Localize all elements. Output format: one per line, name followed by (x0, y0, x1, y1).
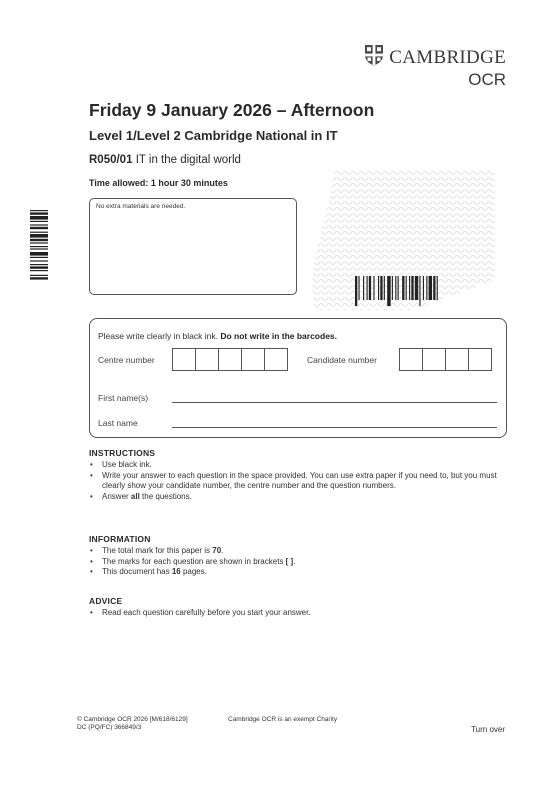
barcode-bar (367, 276, 368, 300)
time-allowed: Time allowed: 1 hour 30 minutes (89, 178, 228, 188)
barcode-bar (30, 275, 48, 276)
centre-digit-box[interactable] (241, 348, 265, 371)
unit-title: IT in the digital world (135, 154, 241, 166)
barcode-bar (30, 232, 48, 233)
materials-text: No extra materials are needed. (96, 203, 186, 210)
last-name-line[interactable] (172, 427, 497, 428)
logo-name: CAMBRIDGE (389, 46, 506, 68)
barcode-bar (30, 266, 48, 268)
first-name-label: First name(s) (98, 393, 149, 403)
logo-sub: OCR (468, 70, 506, 89)
barcode-bar (30, 270, 48, 271)
instructions-item: • Use black ink. (89, 460, 512, 471)
turn-over[interactable]: Turn over (471, 725, 505, 734)
barcode-bar (30, 257, 48, 258)
barcode-bar (30, 248, 48, 249)
centre-digit-box[interactable] (218, 348, 242, 371)
information-item: • This document has 16 pages. (89, 567, 512, 578)
instructions-item: • Answer all the questions. (89, 492, 512, 503)
barcode-bar (30, 221, 48, 222)
barcode-bar (30, 224, 48, 225)
information-heading: INFORMATION (89, 534, 151, 544)
information-section (89, 534, 512, 578)
charity-notice: Cambridge OCR is an exempt Charity (228, 716, 338, 723)
crest-icon (364, 44, 384, 71)
barcode-bar (437, 276, 438, 300)
centre-number-boxes[interactable] (172, 348, 288, 371)
barcode-bar (30, 242, 48, 243)
candidate-digit-box[interactable] (399, 348, 423, 371)
barcode-bar (392, 276, 393, 300)
centre-digit-box[interactable] (264, 348, 288, 371)
barcode-bar (363, 276, 364, 300)
qualification-title: Level 1/Level 2 Cambridge National in IT (89, 128, 338, 143)
candidate-digit-box[interactable] (445, 348, 469, 371)
barcode-bar (30, 277, 48, 279)
centre-digit-box[interactable] (195, 348, 219, 371)
barcode-bar (30, 239, 48, 241)
barcode-bar (30, 216, 48, 220)
barcode-bar (429, 276, 432, 300)
last-name-label: Last name (98, 418, 138, 428)
barcode-bar (415, 276, 418, 300)
barcode-bar (30, 246, 48, 247)
instructions-heading: INSTRUCTIONS (89, 448, 156, 458)
barcode-bar (30, 210, 48, 211)
candidate-digit-box[interactable] (468, 348, 492, 371)
barcode-bar (433, 276, 435, 300)
barcode-bar (423, 276, 424, 300)
barcode-bar (419, 276, 420, 306)
barcode-bar (406, 276, 407, 300)
instructions-item: • Write your answer to each question in the space provided. You can use extra paper if you need to, but you must clearly show your candidate number, the centre number and the question numbers. (89, 471, 512, 492)
materials-box (89, 198, 297, 295)
advice-item: • Read each question carefully before you start your answer. (89, 608, 512, 619)
document-code: DC (PQ/FC) 366849/3 (77, 724, 142, 731)
centre-digit-box[interactable] (172, 348, 196, 371)
centre-number-label: Centre number (98, 355, 155, 365)
barcode-bar (395, 276, 396, 300)
barcode-bar (30, 264, 48, 265)
unit-code: R050/01 (89, 154, 133, 166)
barcode-bar (380, 276, 382, 300)
barcode-bar (30, 252, 48, 256)
barcode-bar (358, 276, 359, 300)
barcode-right (355, 276, 490, 306)
barcode-bar (387, 276, 390, 306)
candidate-details-box (89, 318, 507, 438)
instructions-section (89, 448, 512, 502)
footer-left (77, 716, 188, 732)
exam-date: Friday 9 January 2026 – Afternoon (89, 100, 375, 120)
instructions-list (89, 460, 512, 502)
barcode-bar (369, 276, 371, 300)
barcode-left (24, 210, 48, 320)
information-item: • The marks for each question are shown in brackets [ ]. (89, 557, 512, 568)
information-item: • The total mark for this paper is 70. (89, 546, 512, 557)
barcode-bar (426, 276, 427, 300)
advice-heading: ADVICE (89, 596, 123, 606)
barcode-bar (30, 212, 48, 214)
candidate-digit-box[interactable] (422, 348, 446, 371)
barcode-bar (409, 276, 410, 300)
barcode-bar (411, 276, 413, 300)
barcode-bar (30, 260, 48, 261)
barcode-bar (384, 276, 385, 300)
copyright: © Cambridge OCR 2026 [M/618/6129] (77, 716, 188, 723)
barcode-bar (30, 234, 48, 238)
barcode-bar (398, 276, 399, 300)
advice-list (89, 608, 512, 619)
advice-section (89, 596, 512, 619)
cambridge-ocr-logo (364, 44, 506, 90)
instruction-bold: Do not write in the barcodes. (220, 331, 338, 341)
barcode-bar (355, 276, 357, 306)
barcode-bar (402, 276, 404, 300)
barcode-bar (30, 227, 48, 229)
barcode-bar (378, 276, 379, 300)
candidate-box-instruction (98, 331, 337, 341)
information-list (89, 546, 512, 578)
unit-code-line (89, 154, 241, 166)
instruction-plain: Please write clearly in black ink. (98, 331, 221, 341)
barcode-bar (373, 276, 374, 300)
first-name-line[interactable] (172, 402, 497, 403)
candidate-number-boxes[interactable] (399, 348, 492, 371)
candidate-number-label: Candidate number (307, 355, 377, 365)
